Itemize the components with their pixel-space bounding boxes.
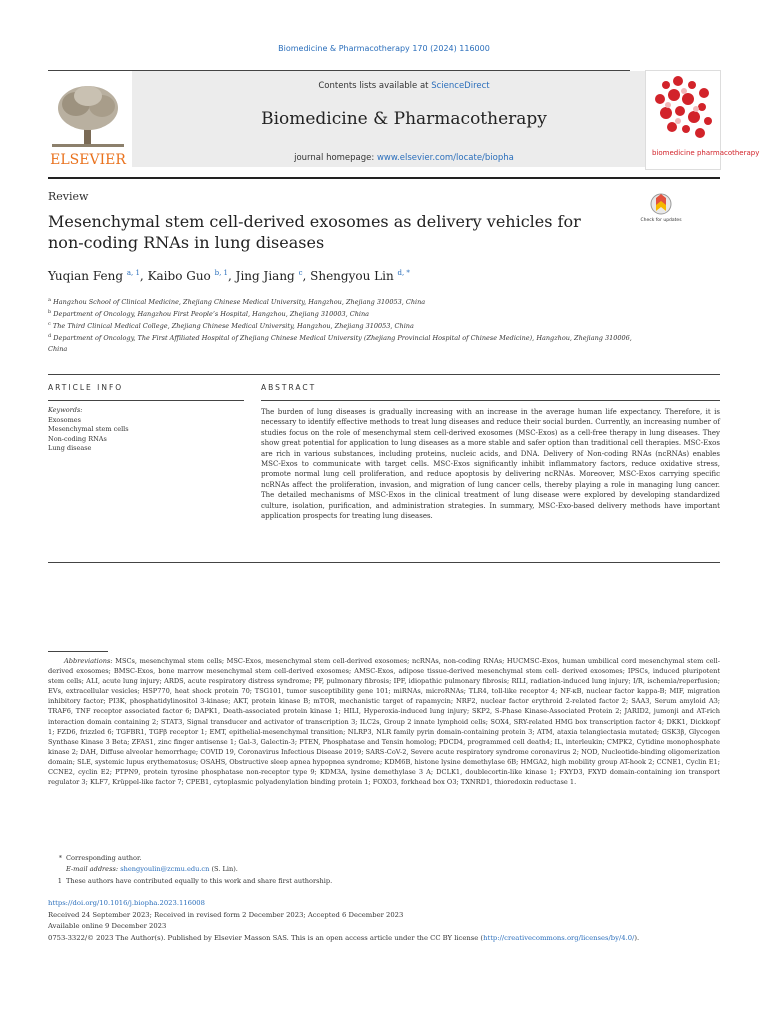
affiliation-list bbox=[48, 295, 648, 354]
article-title: Mesenchymal stem cell-derived exosomes as delivery vehicles for non-coding RNAs in lung diseases bbox=[48, 212, 581, 252]
abstract-rule bbox=[261, 400, 720, 401]
check-updates-label: Check for updates bbox=[640, 218, 682, 223]
doi-text[interactable]: https://doi.org/10.1016/j.biopha.2023.116008 bbox=[48, 899, 205, 907]
sciencedirect-link[interactable]: ScienceDirect bbox=[431, 81, 490, 91]
abbreviations-text: MSCs, mesenchymal stem cells; MSC-Exos, mesenchymal stem cell-derived exosomes; ncRNAs, non-coding RNAs; HUCMSC-Exos, human umbilical cord mesenchymal stem cell-derived exosomes; BMSC-Exos, bone marrow mesenchymal stem cell-derived exosomes; AMSC-Exos, adipose tissue-derived mesenchymal stem cell- derived exosomes; IPSCs, induced pluripotent stem cells; ALI, acute lung injury; ARDS, acute respiratory distress syndrome; PF, pulmonary fibrosis; IPF, idiopathic pulmonary fibrosis; RILI, radiation-induced lung injury; I/R, ischemia/reperfusion; EVs, extracellular vesicles; HSP770, heat shock protein 70; TSG101, tumor susceptibility gene 101; miRNAs, microRNAs; TLR4, toll-like receptor 4; NF-κB, nuclear factor kappa-B; MIF, migration inhibitory factor; PI3K, phosphatidylinositol 3-kinase; AKT, protein kinase B; mTOR, mechanistic target of rapamycin; NRF2, nuclear factor erythroid 2-related factor 2; SAA3, Serum amyloid A3; TRAF6, TNF receptor associated factor 6; DAPK1, Death-associated protein kinase 1; HILI, Hyperoxia-induced lung injury; SKP2, S-Phase Kinase-Associated Protein 2; JARID2, jumonji and AT-rich interaction domain containing 2; STAT3, Signal transducer and activator of transcription 3; ILC2s, Group 2 innate lymphoid cells; SOX4, SRY-related HMG box transcription factor 4; DKK1, Dickkopf 1; FZD6, frizzled 6; TGFBR1, TGFβ receptor 1; EMT, epithelial-mesenchymal transition; NLRP3, NLR family pyrin domain-containing protein 3; ATM, ataxia telangiectasia mutated; GSK3β, Glycogen Synthase Kinase 3 Beta; ZFAS1, zinc finger antisense 1; Gal-3, Galectin-3; PTEN, Phosphatase and Tensin homolog; PDCD4, programmed cell death4; IL, interleukin; CMPK2, Cytidine monophosphate kinase 2; DAH, Diffuse alveolar hemorrhage; COVID 19, Coronavirus Infectious Disease 2019; SARS-CoV-2, Severe acute respiratory syndrome coronavirus 2; NOD, Nucleotide-binding oligomerization domain; SLE, systemic lupus erythematosus; OSAHS, Obstructive sleep apnea hypopnea syndrome; KDM6B, histone lysine demethylase 6B; HMGA2, high mobility group AT-hook 2; CCNE1, Cyclin E1; CCNE2, cyclin E2; PTPN9, protein tyrosine phosphatase non-receptor type 9; KDM3A, lysine demethylase 3 A; DCLK1, doublecortin-like kinase 1; FXYD3, FXYD domain-containing ion transport regulator 3; KLF7, Krüppel-like factor 7; CPEB1, cytoplasmic polyadenylation binding protein 1; FOXO3, forkhead box O3; TXNRD1, thioredoxin reductase 1. bbox=[48, 657, 720, 787]
abstract-text: The burden of lung diseases is gradually increasing with an increase in the average human life expectancy. Therefore, it is necessary to identify effective methods to treat lung diseases and reduce their social burden. Currently, an increasing number of studies focus on the role of mesenchymal stem cell-derived exosomes (MSC-Exos) as a cell-free therapy in lung diseases. They show great potential for application to lung diseases as a more stable and safer option than traditional cell therapies. MSC-Exos are rich in various substances, including proteins, nucleic acids, and DNA. Delivery of Non-coding RNAs (ncRNAs) enables MSC-Exos to communicate with target cells. MSC-Exos significantly inhibit inflammatory factors, reduce oxidative stress, promote normal lung cell proliferation, and reduce apoptosis by delivering ncRNAs. Moreover, MSC-Exos carrying specific ncRNAs affect the proliferation, invasion, and migration of lung cancer cells, thereby playing a role in managing lung cancer. The detailed mechanisms of MSC-Exos in the clinical treatment of lung disease were explored by developing standardized culture, isolation, purification, and administration strategies. In summary, MSC-Exo-based delivery methods have important application prospects for treating lung diseases. bbox=[261, 408, 720, 521]
contents-availability bbox=[132, 81, 676, 91]
affiliation-text: Hangzhou School of Clinical Medicine, Zhejiang Chinese Medical University, Hangzhou, Zhejiang 310053, China bbox=[53, 298, 426, 307]
keyword[interactable]: Exosomes bbox=[48, 415, 81, 424]
equal-contribution-text: These authors have contributed equally to this work and share first authorship. bbox=[66, 877, 333, 885]
author[interactable]: Jing Jiang bbox=[235, 269, 295, 283]
license-statement bbox=[48, 933, 720, 943]
license-link[interactable]: http://creativecommons.org/licenses/by/4.0/ bbox=[483, 934, 635, 942]
affiliation bbox=[48, 307, 648, 319]
homepage-prefix: journal homepage: bbox=[294, 153, 377, 163]
abbreviations-label: Abbreviations: bbox=[64, 657, 113, 665]
check-updates-icon bbox=[640, 192, 682, 230]
article-info-rule bbox=[48, 400, 244, 401]
abstract-bottom-rule bbox=[48, 562, 720, 563]
journal-info-band bbox=[132, 71, 676, 167]
available-online: Available online 9 December 2023 bbox=[48, 922, 167, 930]
email-suffix: (S. Lin). bbox=[209, 865, 238, 873]
author[interactable]: Shengyou Lin bbox=[310, 269, 394, 283]
journal-homepage bbox=[132, 153, 676, 163]
header-bottom-rule bbox=[48, 177, 720, 179]
affiliation bbox=[48, 319, 648, 331]
affiliation-text: The Third Clinical Medical College, Zhejiang Chinese Medical University, Hangzhou, Zhejiang 310053, China bbox=[52, 322, 414, 331]
elsevier-logo bbox=[48, 78, 128, 166]
elsevier-tree-icon bbox=[48, 78, 128, 166]
license-suffix: ). bbox=[634, 934, 640, 942]
author-separator: , bbox=[139, 269, 148, 283]
abstract-heading: ABSTRACT bbox=[261, 383, 317, 392]
cover-title: biomedicine pharmacotherapy bbox=[652, 149, 760, 157]
author-separator: , bbox=[228, 269, 236, 283]
received-dates: Received 24 September 2023; Received in revised form 2 December 2023; Accepted 6 December 2023 bbox=[48, 911, 404, 919]
affiliation-mark: d bbox=[48, 333, 52, 340]
contents-prefix: Contents lists available at bbox=[318, 81, 432, 91]
footnote-mark: 1 bbox=[57, 877, 62, 885]
corresponding-text: Corresponding author. bbox=[66, 854, 142, 862]
affiliation-mark: c bbox=[48, 321, 51, 328]
email-footnote bbox=[48, 864, 238, 874]
keyword[interactable]: Mesenchymal stem cells bbox=[48, 425, 129, 434]
author-affil-mark[interactable]: d, * bbox=[397, 269, 410, 277]
affiliation-text: Department of Oncology, Hangzhou First People’s Hospital, Hangzhou, Zhejiang 310003, China bbox=[53, 310, 370, 319]
keyword[interactable]: Non-coding RNAs bbox=[48, 434, 107, 443]
license-prefix: 0753-3322/© 2023 The Author(s). Published by Elsevier Masson SAS. This is an open access article under the CC BY license ( bbox=[48, 934, 484, 942]
publisher-wordmark: ELSEVIER bbox=[50, 152, 126, 168]
affiliation bbox=[48, 295, 648, 307]
abbreviations-footnote bbox=[48, 656, 720, 787]
author-separator: , bbox=[302, 269, 311, 283]
equal-contribution-footnote bbox=[48, 876, 332, 886]
affiliation-mark: a bbox=[48, 297, 51, 303]
journal-banner bbox=[48, 70, 630, 168]
corresponding-footnote bbox=[48, 853, 142, 863]
author-affil-mark[interactable]: c bbox=[298, 269, 303, 277]
keywords-block bbox=[48, 406, 129, 454]
affiliation-mark: b bbox=[48, 309, 52, 316]
article-info-heading: ARTICLE INFO bbox=[48, 383, 124, 392]
author[interactable]: Kaibo Guo bbox=[147, 269, 211, 283]
homepage-link[interactable]: www.elsevier.com/locate/biopha bbox=[376, 153, 514, 163]
author-list bbox=[48, 269, 410, 283]
keyword[interactable]: Lung disease bbox=[48, 444, 92, 453]
journal-cover-thumbnail[interactable] bbox=[645, 70, 760, 170]
article-type: Review bbox=[48, 190, 89, 203]
author-affil-mark[interactable]: a, 1 bbox=[126, 269, 140, 277]
doi-link[interactable] bbox=[48, 898, 720, 908]
author[interactable]: Yuqian Feng bbox=[48, 269, 124, 283]
email-link[interactable]: shengyoulin@zcmu.edu.cn bbox=[120, 865, 210, 873]
author-affil-mark[interactable]: b, 1 bbox=[214, 269, 228, 277]
section-rule bbox=[48, 374, 720, 375]
affiliation-text: Department of Oncology, The First Affiliated Hospital of Zhejiang Chinese Medical University (Zhejiang Provincial Hospital of Chinese Medicine), Hangzhou, Zhejiang 310006, China bbox=[48, 334, 632, 353]
footnote-mark: * bbox=[58, 854, 62, 862]
keywords-label: Keywords: bbox=[48, 406, 83, 414]
check-for-updates-badge[interactable] bbox=[640, 192, 682, 230]
email-label: E-mail address: bbox=[66, 865, 119, 873]
affiliation bbox=[48, 331, 648, 353]
journal-citation[interactable]: Biomedicine & Pharmacotherapy 170 (2024) 116000 bbox=[278, 44, 490, 53]
footnote-rule bbox=[48, 651, 108, 652]
journal-title: Biomedicine & Pharmacotherapy bbox=[261, 109, 547, 129]
cover-art-icon bbox=[646, 71, 760, 169]
